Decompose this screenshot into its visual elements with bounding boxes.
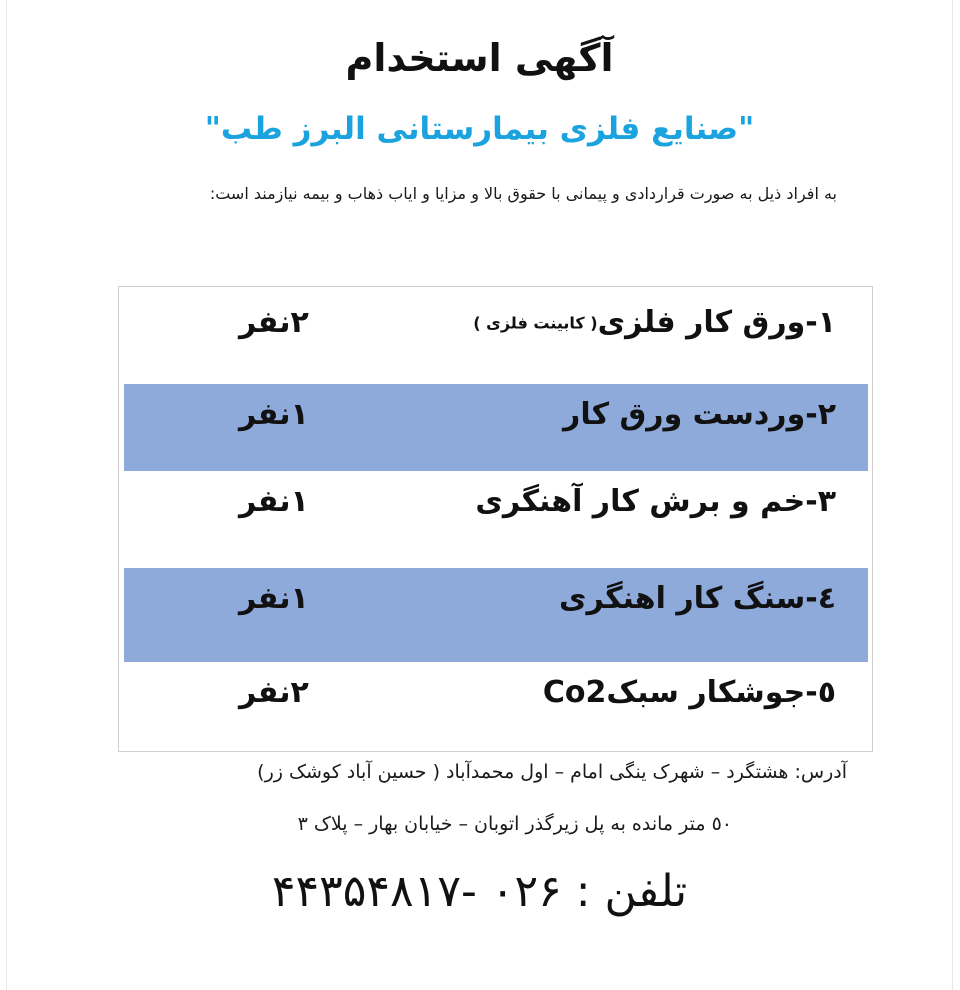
job-title: ٥-جوشکار سبکCo2 [542, 675, 836, 710]
job-row-2 [124, 384, 868, 471]
job-count: ۱نفر [239, 397, 309, 432]
job-title [473, 302, 836, 345]
job-row-5 [124, 662, 868, 746]
job-table [118, 286, 873, 752]
job-count: ۲نفر [239, 305, 309, 340]
job-count: ۱نفر [239, 581, 309, 616]
phone-number: تلفن : ۰۲۶ -۴۴۳۵۴۸۱۷ [271, 866, 688, 917]
address-line-1: آدرس: هشتگرد – شهرک ینگی امام – اول محمدآباد ( حسین آباد کوشک زر) [257, 761, 847, 783]
ad-title: آگهی استخدام [345, 36, 614, 80]
job-row-3 [124, 471, 868, 568]
job-row-1 [124, 292, 868, 384]
job-count: ۱نفر [239, 484, 309, 519]
document-page [6, 0, 953, 990]
job-note: ( کابینت فلزی ) [473, 313, 598, 333]
intro-text: به افراد ذیل به صورت قراردادی و پیمانی با حقوق بالا و مزایا و ایاب ذهاب و بیمه نیازمند است: [209, 184, 837, 203]
job-count: ۲نفر [239, 675, 309, 710]
job-title-text: ۱-ورق کار فلزی [597, 305, 836, 340]
job-title: ۳-خم و برش کار آهنگری [475, 484, 836, 519]
job-row-4 [124, 568, 868, 662]
address-line-2: ٥۰ متر مانده به پل زیرگذر اتوبان – خیابان بهار – پلاک ۳ [297, 813, 732, 835]
job-title: ۲-وردست ورق کار [563, 397, 836, 432]
company-name: "صنایع فلزی بیمارستانی البرز طب" [204, 111, 755, 147]
job-title: ٤-سنگ کار اهنگری [558, 581, 836, 616]
